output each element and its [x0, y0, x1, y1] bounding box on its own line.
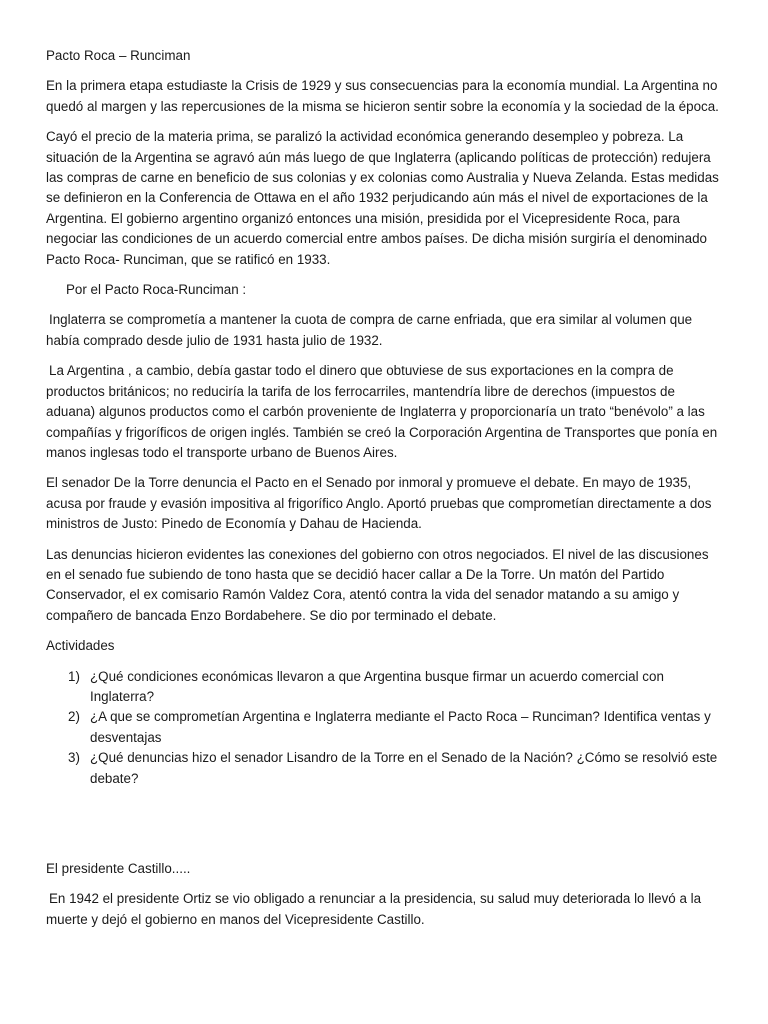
activity-text: ¿Qué denuncias hizo el senador Lisandro de la Torre en el Senado de la Nación? ¿Cómo se resolvió este debate? [90, 750, 718, 786]
paragraph-denuncias: Las denuncias hicieron evidentes las conexiones del gobierno con otros negociados. El nivel de las discusiones en el senado fue subiendo de tono hasta que se decidió hacer callar a De la Torre. Un matón del Partido Conservador, el ex comisario Ramón Valdez Cora, atentó contra la vida del senador matando a su amigo y compañero de bancada Enzo Bordabehere. Se dio por terminado el debate. [46, 546, 709, 623]
document-page [46, 46, 724, 940]
activity-item [46, 748, 724, 789]
paragraph-senator-denounce: El senador De la Torre denuncia el Pacto en el Senado por inmoral y promueve el debate. En mayo de 1935, acusa por fraude y evasión impositiva al frigorífico Anglo. Aportó pruebas que comprometían directamente a dos ministros de Justo: Pinedo de Economía y Dahau de Hacienda. [46, 475, 712, 532]
paragraph-crisis: Cayó el precio de la materia prima, se paralizó la actividad económica generando desempleo y pobreza. La situación de la Argentina se agravó aún más luego de que Inglaterra (aplicando políticas de protección) redujera las compras de carne en beneficio de sus colonias y ex colonias como Australia y Nueva Zelanda. Estas medidas se definieron en la Conferencia de Ottawa en el año 1932 perjudicando aún más el nivel de exportaciones de la Argentina. El gobierno argentino organizó entonces una misión, presidida por el Vicepresidente Roca, para negociar las condiciones de un acuerdo comercial entre ambos países. De dicha misión surgiría el denominado Pacto Roca- Runciman, que se ratificó en 1933. [46, 129, 719, 267]
activities-heading: Actividades [46, 638, 115, 654]
activity-text: ¿Qué condiciones económicas llevaron a que Argentina busque firmar un acuerdo comercial con Inglaterra? [90, 668, 664, 704]
paragraph-intro: En la primera etapa estudiaste la Crisis de 1929 y sus consecuencias para la economía mundial. La Argentina no quedó al margen y las repercusiones de la misma se hicieron sentir sobre la economía y la sociedad de la época. [46, 78, 719, 114]
activity-number: 3) [68, 750, 80, 766]
paragraph-england-terms: Inglaterra se comprometía a mantener la cuota de compra de carne enfriada, que era similar al volumen que había comprado desde julio de 1931 hasta julio de 1932. [46, 312, 693, 348]
activity-text: ¿A que se comprometían Argentina e Inglaterra mediante el Pacto Roca – Runciman? Identifica ventas y desventajas [90, 709, 711, 745]
activity-number: 1) [68, 668, 80, 684]
paragraph-pact-heading: Por el Pacto Roca-Runciman : [66, 282, 247, 298]
activity-item [46, 707, 724, 748]
activities-list [46, 667, 724, 789]
activity-number: 2) [68, 709, 80, 725]
castillo-heading: El presidente Castillo..... [46, 861, 191, 876]
section-spacer [46, 789, 724, 859]
castillo-paragraph: En 1942 el presidente Ortiz se vio obligado a renunciar a la presidencia, su salud muy deteriorada lo llevó a la muerte y dejó el gobierno en manos del Vicepresidente Castillo. [46, 891, 702, 927]
document-title: Pacto Roca – Runciman [46, 48, 191, 63]
paragraph-argentina-terms: La Argentina , a cambio, debía gastar todo el dinero que obtuviese de sus exportaciones en la compra de productos británicos; no reduciría la tarifa de los ferrocarriles, mantendría libre de derechos (impuestos de aduana) algunos productos como el carbón proveniente de Inglaterra y proporcionaría un trato “benévolo” a las compañías y frigoríficos de origen inglés. También se creó la Corporación Argentina de Transportes que ponía en manos inglesas todo el transporte urbano de Buenos Aires. [46, 363, 718, 460]
activity-item [46, 667, 724, 708]
